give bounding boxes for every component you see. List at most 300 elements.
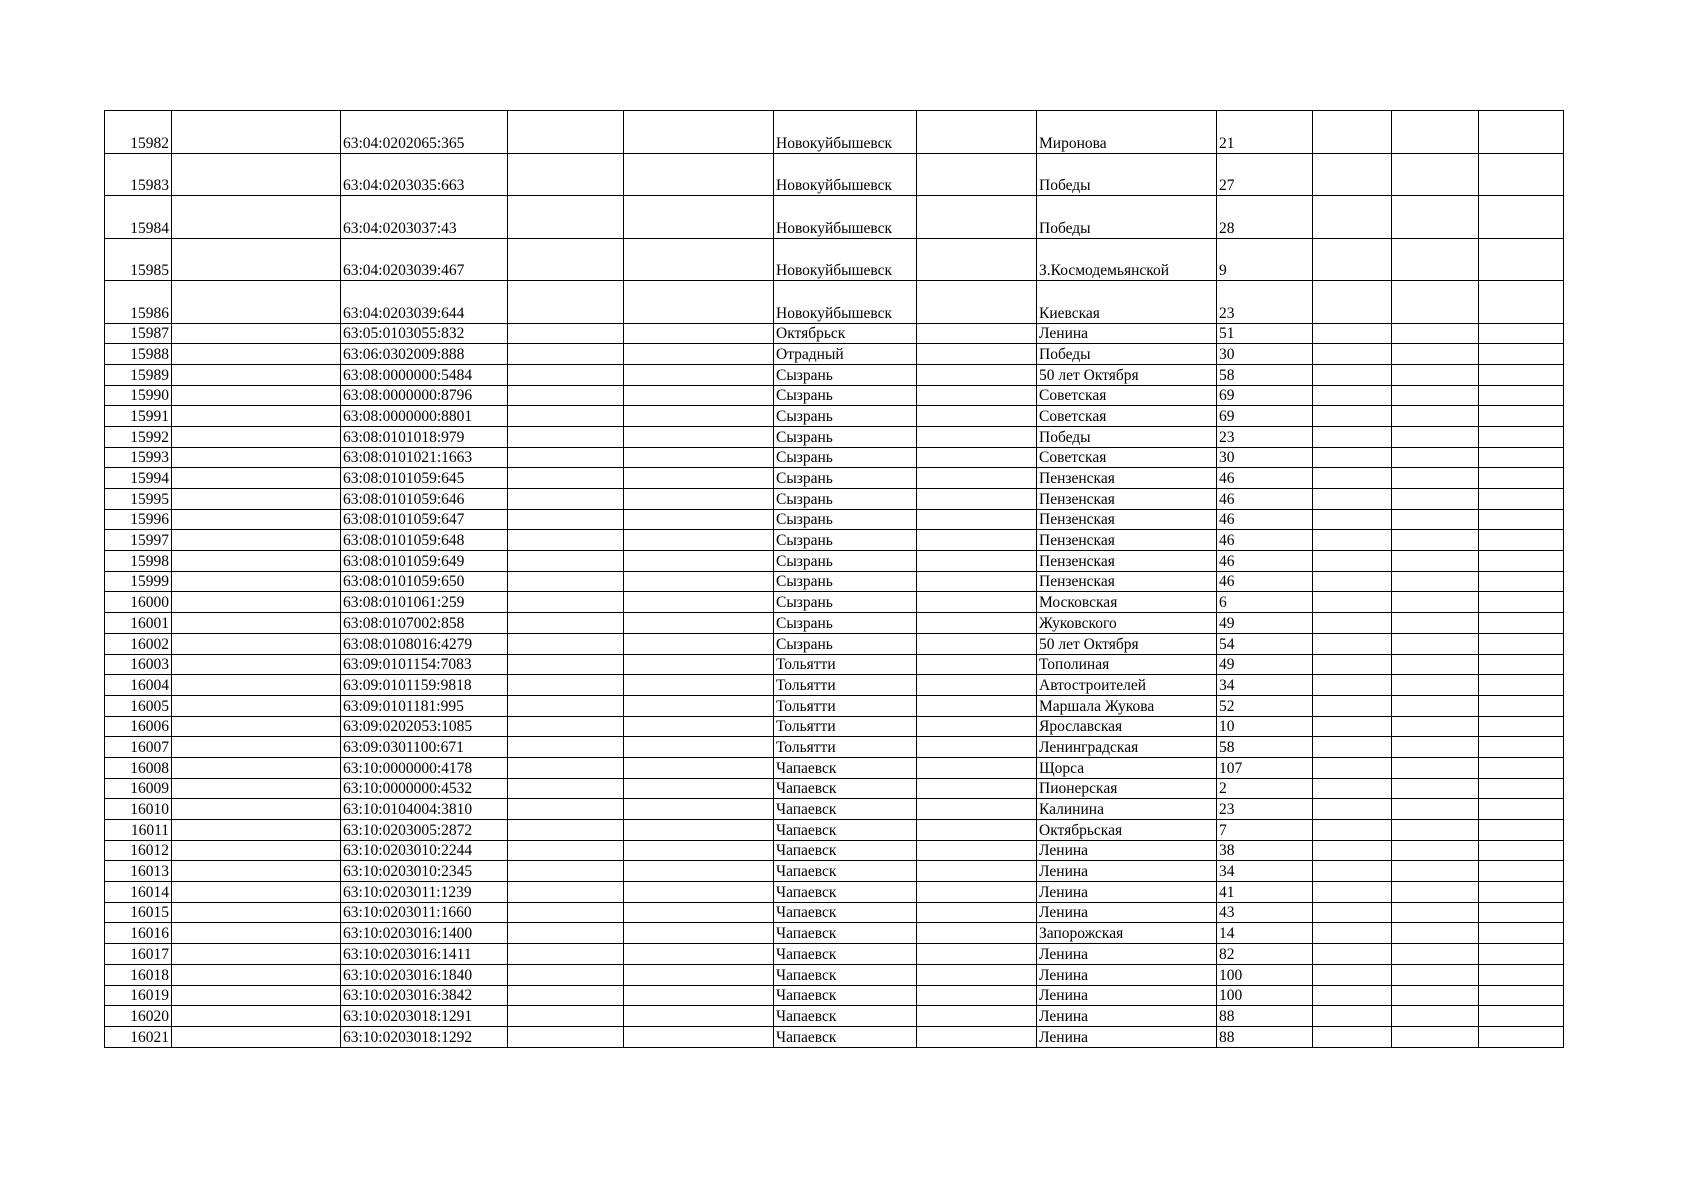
empty-cell	[624, 923, 774, 944]
table-row	[105, 840, 1564, 861]
cadastral-number-cell: 63:08:0101059:645	[341, 468, 508, 489]
empty-cell	[1479, 406, 1564, 427]
house-number-cell: 34	[1217, 675, 1313, 696]
row-number-cell: 15987	[105, 323, 172, 344]
empty-cell	[917, 985, 1037, 1006]
row-number-cell: 15985	[105, 238, 172, 281]
empty-cell	[1313, 323, 1392, 344]
house-number-cell: 69	[1217, 406, 1313, 427]
cadastral-number-cell: 63:10:0203011:1660	[341, 902, 508, 923]
empty-cell	[1479, 344, 1564, 365]
empty-cell	[508, 406, 624, 427]
row-number-cell: 16003	[105, 654, 172, 675]
empty-cell	[1479, 964, 1564, 985]
empty-cell	[1479, 944, 1564, 965]
house-number-cell: 46	[1217, 468, 1313, 489]
registry-table-body	[105, 111, 1564, 1048]
empty-cell	[172, 820, 341, 841]
row-number-cell: 16002	[105, 633, 172, 654]
street-cell: Маршала Жукова	[1037, 695, 1217, 716]
empty-cell	[917, 923, 1037, 944]
row-number-cell: 15999	[105, 571, 172, 592]
empty-cell	[917, 840, 1037, 861]
empty-cell	[917, 592, 1037, 613]
empty-cell	[508, 882, 624, 903]
cadastral-number-cell: 63:10:0203011:1239	[341, 882, 508, 903]
street-cell: Победы	[1037, 344, 1217, 365]
empty-cell	[1479, 902, 1564, 923]
cadastral-number-cell: 63:09:0101154:7083	[341, 654, 508, 675]
cadastral-number-cell: 63:10:0203018:1291	[341, 1006, 508, 1027]
table-row	[105, 613, 1564, 634]
table-row	[105, 281, 1564, 324]
city-cell: Чапаевск	[774, 923, 917, 944]
row-number-cell: 15991	[105, 406, 172, 427]
empty-cell	[172, 737, 341, 758]
empty-cell	[1392, 757, 1479, 778]
empty-cell	[508, 468, 624, 489]
empty-cell	[1313, 654, 1392, 675]
city-cell: Тольятти	[774, 654, 917, 675]
table-row	[105, 364, 1564, 385]
empty-cell	[1392, 654, 1479, 675]
cadastral-number-cell: 63:08:0107002:858	[341, 613, 508, 634]
empty-cell	[917, 757, 1037, 778]
empty-cell	[1392, 675, 1479, 696]
empty-cell	[1392, 737, 1479, 758]
empty-cell	[624, 964, 774, 985]
empty-cell	[1313, 882, 1392, 903]
empty-cell	[1313, 551, 1392, 572]
empty-cell	[1479, 385, 1564, 406]
empty-cell	[508, 385, 624, 406]
empty-cell	[1479, 447, 1564, 468]
street-cell: Советская	[1037, 406, 1217, 427]
empty-cell	[917, 613, 1037, 634]
empty-cell	[917, 1026, 1037, 1047]
empty-cell	[508, 840, 624, 861]
empty-cell	[172, 551, 341, 572]
table-row	[105, 985, 1564, 1006]
street-cell: Щорса	[1037, 757, 1217, 778]
empty-cell	[624, 238, 774, 281]
row-number-cell: 15992	[105, 426, 172, 447]
street-cell: Московская	[1037, 592, 1217, 613]
cadastral-number-cell: 63:08:0000000:8801	[341, 406, 508, 427]
table-row	[105, 633, 1564, 654]
empty-cell	[624, 737, 774, 758]
empty-cell	[917, 344, 1037, 365]
table-row	[105, 489, 1564, 510]
house-number-cell: 107	[1217, 757, 1313, 778]
table-row	[105, 571, 1564, 592]
empty-cell	[172, 364, 341, 385]
empty-cell	[508, 571, 624, 592]
empty-cell	[917, 406, 1037, 427]
empty-cell	[917, 509, 1037, 530]
empty-cell	[1479, 654, 1564, 675]
house-number-cell: 46	[1217, 489, 1313, 510]
empty-cell	[172, 281, 341, 324]
empty-cell	[508, 551, 624, 572]
empty-cell	[1479, 799, 1564, 820]
empty-cell	[1313, 509, 1392, 530]
empty-cell	[1392, 406, 1479, 427]
empty-cell	[1392, 344, 1479, 365]
empty-cell	[172, 695, 341, 716]
empty-cell	[917, 447, 1037, 468]
empty-cell	[1392, 111, 1479, 154]
empty-cell	[1479, 613, 1564, 634]
empty-cell	[1313, 281, 1392, 324]
empty-cell	[1313, 757, 1392, 778]
empty-cell	[1313, 468, 1392, 489]
empty-cell	[172, 716, 341, 737]
empty-cell	[172, 1006, 341, 1027]
table-row	[105, 654, 1564, 675]
cadastral-number-cell: 63:10:0203016:1400	[341, 923, 508, 944]
empty-cell	[917, 944, 1037, 965]
empty-cell	[624, 406, 774, 427]
street-cell: Калинина	[1037, 799, 1217, 820]
empty-cell	[1392, 613, 1479, 634]
empty-cell	[917, 778, 1037, 799]
empty-cell	[1392, 902, 1479, 923]
table-row	[105, 530, 1564, 551]
empty-cell	[172, 654, 341, 675]
street-cell: З.Космодемьянской	[1037, 238, 1217, 281]
city-cell: Тольятти	[774, 737, 917, 758]
empty-cell	[917, 281, 1037, 324]
empty-cell	[508, 196, 624, 239]
table-row	[105, 695, 1564, 716]
empty-cell	[624, 196, 774, 239]
house-number-cell: 9	[1217, 238, 1313, 281]
empty-cell	[624, 153, 774, 196]
house-number-cell: 7	[1217, 820, 1313, 841]
empty-cell	[917, 426, 1037, 447]
empty-cell	[917, 882, 1037, 903]
street-cell: Ленина	[1037, 944, 1217, 965]
street-cell: Миронова	[1037, 111, 1217, 154]
house-number-cell: 100	[1217, 964, 1313, 985]
empty-cell	[917, 902, 1037, 923]
table-row	[105, 111, 1564, 154]
row-number-cell: 16016	[105, 923, 172, 944]
row-number-cell: 16010	[105, 799, 172, 820]
row-number-cell: 16012	[105, 840, 172, 861]
empty-cell	[917, 551, 1037, 572]
empty-cell	[508, 153, 624, 196]
street-cell: Октябрьская	[1037, 820, 1217, 841]
empty-cell	[1392, 923, 1479, 944]
empty-cell	[1479, 1006, 1564, 1027]
row-number-cell: 15994	[105, 468, 172, 489]
table-row	[105, 1006, 1564, 1027]
house-number-cell: 41	[1217, 882, 1313, 903]
empty-cell	[1479, 675, 1564, 696]
empty-cell	[624, 530, 774, 551]
empty-cell	[624, 509, 774, 530]
empty-cell	[1313, 1026, 1392, 1047]
house-number-cell: 23	[1217, 281, 1313, 324]
empty-cell	[172, 447, 341, 468]
empty-cell	[172, 468, 341, 489]
city-cell: Сызрань	[774, 426, 917, 447]
cadastral-number-cell: 63:05:0103055:832	[341, 323, 508, 344]
empty-cell	[1313, 985, 1392, 1006]
empty-cell	[508, 778, 624, 799]
empty-cell	[1479, 633, 1564, 654]
row-number-cell: 16001	[105, 613, 172, 634]
empty-cell	[1479, 840, 1564, 861]
empty-cell	[1392, 633, 1479, 654]
empty-cell	[917, 654, 1037, 675]
empty-cell	[624, 799, 774, 820]
empty-cell	[508, 902, 624, 923]
empty-cell	[172, 840, 341, 861]
cadastral-number-cell: 63:10:0203016:1840	[341, 964, 508, 985]
row-number-cell: 16004	[105, 675, 172, 696]
empty-cell	[624, 944, 774, 965]
street-cell: Автостроителей	[1037, 675, 1217, 696]
empty-cell	[624, 571, 774, 592]
city-cell: Чапаевск	[774, 882, 917, 903]
house-number-cell: 58	[1217, 364, 1313, 385]
house-number-cell: 58	[1217, 737, 1313, 758]
city-cell: Сызрань	[774, 385, 917, 406]
row-number-cell: 16000	[105, 592, 172, 613]
empty-cell	[917, 468, 1037, 489]
empty-cell	[172, 902, 341, 923]
street-cell: Пензенская	[1037, 530, 1217, 551]
row-number-cell: 16009	[105, 778, 172, 799]
empty-cell	[1392, 323, 1479, 344]
empty-cell	[1313, 675, 1392, 696]
empty-cell	[624, 447, 774, 468]
empty-cell	[917, 153, 1037, 196]
row-number-cell: 15989	[105, 364, 172, 385]
empty-cell	[172, 426, 341, 447]
row-number-cell: 15984	[105, 196, 172, 239]
empty-cell	[1479, 923, 1564, 944]
street-cell: Пензенская	[1037, 571, 1217, 592]
cadastral-number-cell: 63:09:0202053:1085	[341, 716, 508, 737]
city-cell: Сызрань	[774, 468, 917, 489]
empty-cell	[1479, 530, 1564, 551]
empty-cell	[624, 633, 774, 654]
empty-cell	[1392, 820, 1479, 841]
street-cell: Ленина	[1037, 323, 1217, 344]
row-number-cell: 16005	[105, 695, 172, 716]
empty-cell	[1479, 592, 1564, 613]
cadastral-number-cell: 63:10:0000000:4178	[341, 757, 508, 778]
table-row	[105, 944, 1564, 965]
cadastral-number-cell: 63:04:0203039:644	[341, 281, 508, 324]
empty-cell	[1392, 1006, 1479, 1027]
house-number-cell: 2	[1217, 778, 1313, 799]
table-row	[105, 238, 1564, 281]
empty-cell	[917, 385, 1037, 406]
empty-cell	[624, 364, 774, 385]
row-number-cell: 15988	[105, 344, 172, 365]
empty-cell	[1392, 489, 1479, 510]
cadastral-number-cell: 63:10:0203010:2244	[341, 840, 508, 861]
empty-cell	[172, 323, 341, 344]
street-cell: Ярославская	[1037, 716, 1217, 737]
city-cell: Сызрань	[774, 571, 917, 592]
city-cell: Отрадный	[774, 344, 917, 365]
street-cell: Пензенская	[1037, 489, 1217, 510]
empty-cell	[508, 489, 624, 510]
empty-cell	[508, 675, 624, 696]
row-number-cell: 15993	[105, 447, 172, 468]
empty-cell	[917, 530, 1037, 551]
empty-cell	[624, 757, 774, 778]
street-cell: Ленина	[1037, 1006, 1217, 1027]
cadastral-number-cell: 63:08:0000000:5484	[341, 364, 508, 385]
cadastral-number-cell: 63:08:0101061:259	[341, 592, 508, 613]
street-cell: Киевская	[1037, 281, 1217, 324]
empty-cell	[172, 196, 341, 239]
row-number-cell: 15997	[105, 530, 172, 551]
empty-cell	[172, 571, 341, 592]
empty-cell	[1479, 196, 1564, 239]
empty-cell	[508, 737, 624, 758]
street-cell: Советская	[1037, 447, 1217, 468]
empty-cell	[1392, 153, 1479, 196]
city-cell: Чапаевск	[774, 757, 917, 778]
row-number-cell: 16015	[105, 902, 172, 923]
empty-cell	[508, 757, 624, 778]
empty-cell	[1313, 406, 1392, 427]
empty-cell	[624, 675, 774, 696]
city-cell: Чапаевск	[774, 1026, 917, 1047]
empty-cell	[624, 902, 774, 923]
table-row	[105, 737, 1564, 758]
empty-cell	[624, 323, 774, 344]
empty-cell	[508, 964, 624, 985]
empty-cell	[508, 1026, 624, 1047]
table-row	[105, 820, 1564, 841]
row-number-cell: 15995	[105, 489, 172, 510]
row-number-cell: 15998	[105, 551, 172, 572]
house-number-cell: 27	[1217, 153, 1313, 196]
empty-cell	[172, 944, 341, 965]
empty-cell	[172, 592, 341, 613]
table-row	[105, 592, 1564, 613]
table-row	[105, 509, 1564, 530]
street-cell: Ленина	[1037, 882, 1217, 903]
empty-cell	[1313, 964, 1392, 985]
cadastral-number-cell: 63:04:0202065:365	[341, 111, 508, 154]
cadastral-number-cell: 63:09:0301100:671	[341, 737, 508, 758]
empty-cell	[1313, 447, 1392, 468]
empty-cell	[172, 385, 341, 406]
city-cell: Сызрань	[774, 613, 917, 634]
cadastral-number-cell: 63:04:0203039:467	[341, 238, 508, 281]
empty-cell	[508, 111, 624, 154]
empty-cell	[1392, 571, 1479, 592]
house-number-cell: 38	[1217, 840, 1313, 861]
empty-cell	[508, 238, 624, 281]
empty-cell	[917, 238, 1037, 281]
empty-cell	[1313, 592, 1392, 613]
row-number-cell: 16011	[105, 820, 172, 841]
empty-cell	[1479, 1026, 1564, 1047]
empty-cell	[1479, 820, 1564, 841]
empty-cell	[917, 111, 1037, 154]
empty-cell	[1392, 592, 1479, 613]
city-cell: Новокуйбышевск	[774, 111, 917, 154]
city-cell: Новокуйбышевск	[774, 238, 917, 281]
empty-cell	[1479, 882, 1564, 903]
empty-cell	[1479, 426, 1564, 447]
empty-cell	[1479, 489, 1564, 510]
empty-cell	[1313, 695, 1392, 716]
city-cell: Чапаевск	[774, 944, 917, 965]
street-cell: Ленина	[1037, 861, 1217, 882]
row-number-cell: 16020	[105, 1006, 172, 1027]
empty-cell	[1392, 861, 1479, 882]
empty-cell	[624, 820, 774, 841]
empty-cell	[1392, 882, 1479, 903]
street-cell: 50 лет Октября	[1037, 633, 1217, 654]
house-number-cell: 49	[1217, 654, 1313, 675]
cadastral-number-cell: 63:10:0104004:3810	[341, 799, 508, 820]
empty-cell	[172, 489, 341, 510]
table-row	[105, 447, 1564, 468]
table-row	[105, 675, 1564, 696]
cadastral-number-cell: 63:08:0101018:979	[341, 426, 508, 447]
empty-cell	[917, 799, 1037, 820]
empty-cell	[1392, 944, 1479, 965]
empty-cell	[1479, 468, 1564, 489]
empty-cell	[172, 509, 341, 530]
empty-cell	[1392, 281, 1479, 324]
empty-cell	[1479, 509, 1564, 530]
house-number-cell: 49	[1217, 613, 1313, 634]
row-number-cell: 16007	[105, 737, 172, 758]
street-cell: Пионерская	[1037, 778, 1217, 799]
empty-cell	[1313, 489, 1392, 510]
empty-cell	[508, 509, 624, 530]
empty-cell	[508, 344, 624, 365]
empty-cell	[1479, 551, 1564, 572]
city-cell: Чапаевск	[774, 799, 917, 820]
house-number-cell: 69	[1217, 385, 1313, 406]
empty-cell	[1479, 695, 1564, 716]
empty-cell	[172, 406, 341, 427]
street-cell: Запорожская	[1037, 923, 1217, 944]
house-number-cell: 10	[1217, 716, 1313, 737]
house-number-cell: 46	[1217, 509, 1313, 530]
table-row	[105, 406, 1564, 427]
empty-cell	[1313, 778, 1392, 799]
row-number-cell: 16006	[105, 716, 172, 737]
city-cell: Чапаевск	[774, 861, 917, 882]
house-number-cell: 46	[1217, 551, 1313, 572]
empty-cell	[172, 882, 341, 903]
row-number-cell: 16017	[105, 944, 172, 965]
empty-cell	[172, 344, 341, 365]
empty-cell	[624, 778, 774, 799]
row-number-cell: 16014	[105, 882, 172, 903]
empty-cell	[1313, 820, 1392, 841]
empty-cell	[508, 323, 624, 344]
empty-cell	[1479, 238, 1564, 281]
street-cell: Жуковского	[1037, 613, 1217, 634]
